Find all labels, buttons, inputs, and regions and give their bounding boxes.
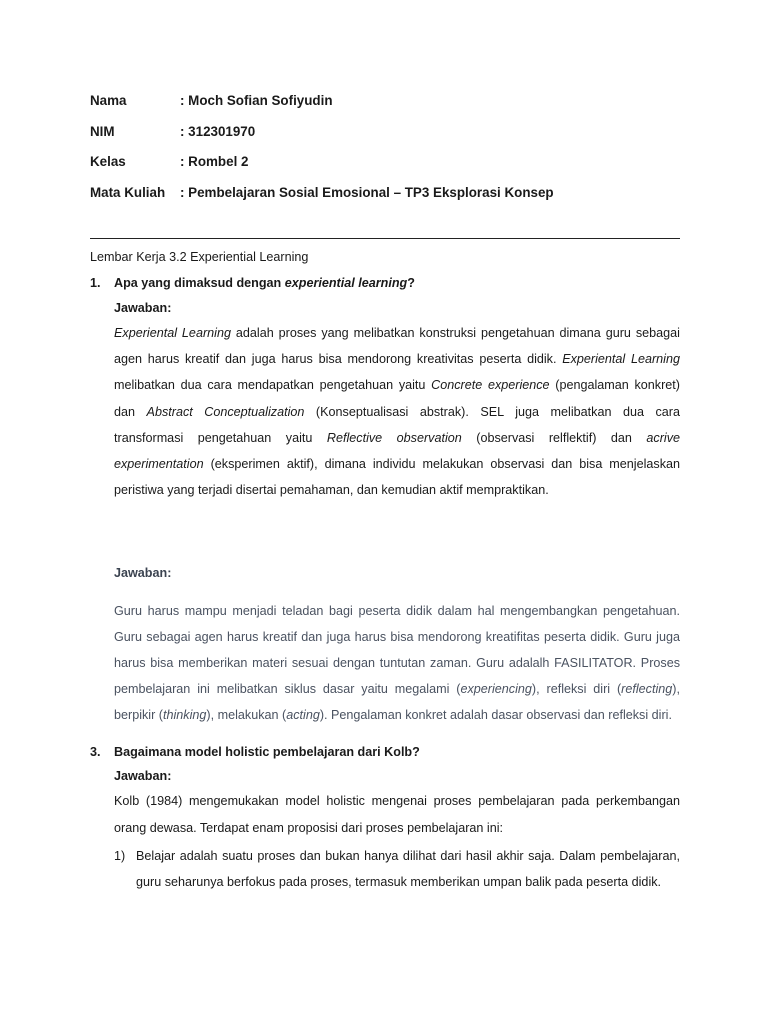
answer-text: melibatkan dua cara mendapatkan pengetahuan yaitu — [114, 378, 432, 393]
answer-3-intro: Kolb (1984) mengemukakan model holistic mengenai proses pembelajaran pada perkembangan orang dewasa. Terdapat enam proposisi dari proses pembelajaran ini: — [114, 794, 680, 835]
answer-term: Reflective observation — [326, 430, 462, 445]
answer-term: reflecting — [621, 682, 673, 697]
answer-text: Guru harus mampu menjadi teladan bagi peserta didik dalam hal mengembangkan pengetahuan. Guru sebagai agen harus kreatif dan juga harus bisa mendorong kreatifitas peserta didik. Guru juga harus bisa memberikan materi sesuai dengan tuntutan zaman. Guru adalalh FASILITATOR. Proses pembelajaran ini melibatkan siklus dasar yaitu megalami ( — [114, 604, 680, 697]
info-label: Mata Kuliah — [90, 185, 166, 201]
question-text-italic: experiential learning — [284, 276, 408, 290]
question-3 — [90, 744, 680, 760]
list-number: 1) — [114, 848, 126, 863]
info-label: Nama — [90, 93, 127, 108]
answer-term: acting — [286, 708, 320, 723]
info-label: NIM — [90, 123, 115, 139]
worksheet-title: Lembar Kerja 3.2 Experiential Learning — [90, 250, 309, 264]
info-value: : 312301970 — [180, 123, 256, 139]
list-text: Belajar adalah suatu proses dan bukan hanya dilihat dari hasil akhir saja. Dalam pembelajaran, guru seharunya berfokus pada proses, termasuk memberikan umpan balik pada peserta didik. — [136, 848, 680, 890]
answer-text: (Konseptualisasi abstrak). SEL juga melibatkan dua cara transformasi pengetahuan yaitu — [114, 404, 681, 445]
answer-text: ), melakukan ( — [206, 708, 287, 723]
answer-term: Abstract Conceptualization — [146, 404, 305, 419]
answer-text: adalah proses yang melibatkan konstruksi pengetahuan dimana guru sebagai agen harus kreatif dan juga harus bisa mendorong kreativitas peserta didik. — [114, 326, 680, 367]
question-text: Bagaimana model holistic pembelajaran dari Kolb? — [114, 745, 420, 760]
answer-text: ). Pengalaman konkret adalah dasar observasi dan refleksi diri. — [319, 708, 672, 723]
answer-label: Jawaban: — [114, 301, 172, 315]
question-text-part: ? — [407, 276, 415, 290]
answer-term: Concrete experience — [431, 378, 550, 393]
horizontal-divider — [90, 238, 680, 239]
info-row-mata-kuliah — [90, 185, 554, 216]
answer-text: ), berpikir ( — [114, 682, 680, 723]
info-row-kelas — [90, 154, 554, 185]
answer-label: Jawaban: — [114, 769, 172, 784]
answer-text: (pengalaman konkret) dan — [114, 378, 680, 419]
question-text — [114, 275, 415, 291]
info-row-nim — [90, 124, 554, 155]
question-number: 1. — [90, 276, 101, 290]
answer-term: acrive experimentation — [114, 430, 680, 472]
answer-term: Experiental Learning — [114, 326, 231, 340]
question-1 — [90, 275, 680, 291]
answer-2-paragraph — [114, 598, 680, 728]
list-item — [114, 843, 680, 895]
info-label: Kelas — [90, 154, 126, 170]
answer-text: (eksperimen aktif), dimana individu melakukan observasi dan bisa menjelaskan peristiwa yang terjadi disertai pemahaman, dan kemudian aktif mempraktikan. — [114, 457, 680, 498]
answer-term: Experiental Learning — [562, 352, 680, 367]
info-value: : Pembelajaran Sosial Emosional – TP3 Eksplorasi Konsep — [180, 185, 554, 201]
info-row-nama — [90, 93, 554, 124]
question-number: 3. — [90, 745, 101, 760]
info-value: : Moch Sofian Sofiyudin — [180, 93, 333, 108]
answer-term: thinking — [163, 708, 207, 723]
student-info — [90, 93, 554, 216]
answer-term: experiencing — [460, 682, 532, 697]
info-value: : Rombel 2 — [180, 154, 249, 170]
question-text-part: Apa yang dimaksud dengan — [114, 276, 285, 290]
answer-label: Jawaban: — [114, 566, 172, 581]
answer-text: (observasi relflektif) dan — [461, 430, 647, 445]
worksheet-content — [90, 249, 680, 895]
answer-1-paragraph — [114, 320, 680, 503]
answer-text: ), refleksi diri ( — [531, 682, 622, 697]
